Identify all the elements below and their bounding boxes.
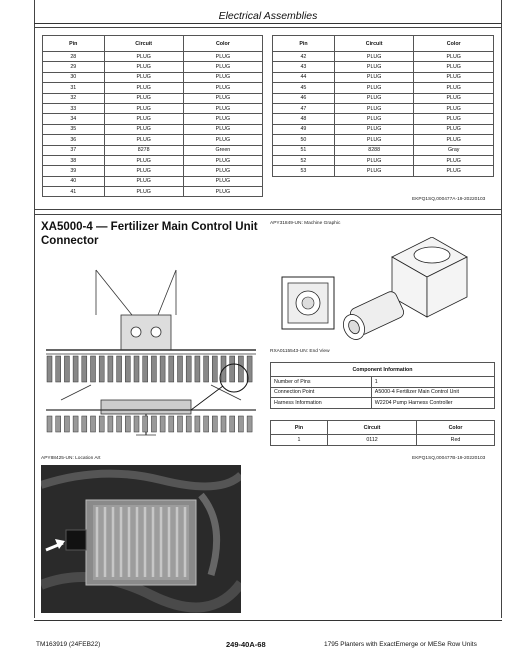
table-cell: 44 bbox=[273, 72, 335, 82]
footer-doc-id: TM163919 (24FEB22) bbox=[36, 641, 101, 648]
table-row bbox=[273, 72, 494, 82]
row-unit-shape bbox=[64, 356, 69, 382]
footer-manual-title: 1795 Planters with ExactEmerge or MESe Row Units bbox=[324, 641, 477, 648]
table-row bbox=[273, 155, 494, 165]
col-circuit-header: Circuit bbox=[104, 36, 183, 52]
row-unit-shape bbox=[238, 356, 243, 382]
table-cell: 35 bbox=[43, 124, 105, 134]
table-row bbox=[43, 145, 263, 155]
table-cell: PLUG bbox=[414, 155, 494, 165]
row-unit-shape bbox=[151, 356, 156, 382]
row-unit-shape bbox=[212, 356, 217, 382]
table-cell: 49 bbox=[273, 124, 335, 134]
table-cell: PLUG bbox=[334, 166, 414, 176]
table-row bbox=[43, 176, 263, 186]
table-cell: PLUG bbox=[414, 166, 494, 176]
row-unit-shape bbox=[247, 416, 252, 432]
table-cell: 48 bbox=[273, 114, 335, 124]
table-cell: 41 bbox=[43, 187, 105, 197]
table-cell: PLUG bbox=[334, 155, 414, 165]
table-cell: W2204 Pump Harness Controller bbox=[371, 398, 494, 409]
row-unit-shape bbox=[178, 416, 183, 432]
table-cell: PLUG bbox=[104, 124, 183, 134]
table-cell: PLUG bbox=[104, 62, 183, 72]
table-cell: PLUG bbox=[334, 114, 414, 124]
table-row bbox=[273, 114, 494, 124]
row-unit-shape bbox=[238, 416, 243, 432]
table-cell: PLUG bbox=[183, 103, 262, 113]
table-cell: PLUG bbox=[183, 135, 262, 145]
photo-illustration bbox=[41, 465, 241, 613]
table-cell: 28 bbox=[43, 52, 105, 62]
table-row bbox=[43, 72, 263, 82]
row-unit-shape bbox=[99, 356, 104, 382]
row-unit-shape bbox=[221, 416, 226, 432]
row-unit-shape bbox=[47, 416, 52, 432]
table-row bbox=[273, 135, 494, 145]
row-unit-shape bbox=[91, 416, 96, 432]
table-cell: PLUG bbox=[414, 124, 494, 134]
table-row bbox=[273, 93, 494, 103]
pin-table-ref: EKPQ1SQ,000477A-19-20220103 bbox=[412, 197, 486, 202]
col-circuit-header: Circuit bbox=[334, 36, 414, 52]
row-unit-shape bbox=[143, 356, 148, 382]
table-cell: 0112 bbox=[328, 435, 417, 446]
table-row bbox=[273, 124, 494, 134]
col-pin-header: Pin bbox=[273, 36, 335, 52]
table-cell: 50 bbox=[273, 135, 335, 145]
section-title: XA5000-4 — Fertilizer Main Control Unit Connector bbox=[41, 221, 258, 247]
row-unit-shape bbox=[204, 356, 209, 382]
row-unit-shape bbox=[160, 356, 165, 382]
row-unit-shape bbox=[178, 356, 183, 382]
table-cell: PLUG bbox=[104, 114, 183, 124]
col-color-header: Color bbox=[183, 36, 262, 52]
row-unit-shape bbox=[204, 416, 209, 432]
table-cell: PLUG bbox=[104, 135, 183, 145]
row-unit-shape bbox=[151, 416, 156, 432]
row-unit-shape bbox=[47, 356, 52, 382]
component-info-title: Component Information bbox=[271, 363, 495, 377]
machine-graphic bbox=[41, 260, 261, 450]
row-unit-shape bbox=[134, 356, 139, 382]
row-unit-shape bbox=[117, 356, 122, 382]
table-cell: PLUG bbox=[183, 166, 262, 176]
table-row bbox=[273, 103, 494, 113]
row-unit-shape bbox=[73, 416, 78, 432]
row-unit-shape bbox=[73, 356, 78, 382]
table-cell: PLUG bbox=[334, 135, 414, 145]
table-cell: Harness Information bbox=[271, 398, 372, 409]
table-cell: PLUG bbox=[183, 62, 262, 72]
row-unit-shape bbox=[195, 356, 200, 382]
row-unit-shape bbox=[108, 416, 113, 432]
row-unit-shape bbox=[195, 416, 200, 432]
footer-rule bbox=[34, 620, 502, 621]
pin-table-left bbox=[42, 35, 263, 197]
table-cell: PLUG bbox=[414, 72, 494, 82]
row-unit-shape bbox=[82, 416, 87, 432]
table-cell: 8278 bbox=[104, 145, 183, 155]
col-color-header: Color bbox=[417, 421, 495, 435]
table-cell: 43 bbox=[273, 62, 335, 72]
row-unit-shape bbox=[64, 416, 69, 432]
table-row bbox=[273, 62, 494, 72]
table-cell: PLUG bbox=[414, 103, 494, 113]
row-unit-shape bbox=[186, 416, 191, 432]
col-pin-header: Pin bbox=[43, 36, 105, 52]
table-cell: PLUG bbox=[414, 83, 494, 93]
table-cell: PLUG bbox=[334, 72, 414, 82]
table-cell: Gray bbox=[414, 145, 494, 155]
table-cell: PLUG bbox=[183, 93, 262, 103]
component-info-table bbox=[270, 362, 495, 409]
row-unit-shape bbox=[169, 416, 174, 432]
table-row bbox=[271, 435, 495, 446]
table-cell: 31 bbox=[43, 83, 105, 93]
table-cell: Connection Point bbox=[271, 387, 372, 398]
table-row bbox=[43, 62, 263, 72]
col-pin-header: Pin bbox=[271, 421, 328, 435]
table-cell: 52 bbox=[273, 155, 335, 165]
table-cell: PLUG bbox=[183, 72, 262, 82]
table-row bbox=[43, 52, 263, 62]
table-cell: 1 bbox=[371, 377, 494, 388]
table-row bbox=[43, 166, 263, 176]
table-cell: PLUG bbox=[183, 187, 262, 197]
table-cell: PLUG bbox=[334, 93, 414, 103]
table-cell: 37 bbox=[43, 145, 105, 155]
table-cell: PLUG bbox=[104, 93, 183, 103]
table-row bbox=[43, 103, 263, 113]
table-cell: 29 bbox=[43, 62, 105, 72]
table-cell: 39 bbox=[43, 166, 105, 176]
connector-illustration bbox=[272, 237, 494, 342]
section-ref: EKPQ1SQ,000477B-19-20220103 bbox=[412, 456, 486, 461]
table-cell: 8288 bbox=[334, 145, 414, 155]
table-cell: 42 bbox=[273, 52, 335, 62]
table-cell: PLUG bbox=[183, 124, 262, 134]
table-row bbox=[271, 387, 495, 398]
end-view-label: RXA0115543-UN: End View bbox=[270, 349, 330, 354]
table-row bbox=[271, 377, 495, 388]
row-unit-shape bbox=[99, 416, 104, 432]
table-cell: 34 bbox=[43, 114, 105, 124]
col-color-header: Color bbox=[414, 36, 494, 52]
table-cell: PLUG bbox=[183, 176, 262, 186]
table-cell: Green bbox=[183, 145, 262, 155]
table-row bbox=[271, 398, 495, 409]
row-unit-shape bbox=[169, 356, 174, 382]
table-cell: PLUG bbox=[104, 83, 183, 93]
table-cell: 53 bbox=[273, 166, 335, 176]
col-circuit-header: Circuit bbox=[328, 421, 417, 435]
location-art-label: APY88425-UN: Location Art bbox=[41, 456, 101, 461]
row-unit-shape bbox=[230, 356, 235, 382]
table-cell: PLUG bbox=[414, 114, 494, 124]
row-unit-shape bbox=[134, 416, 139, 432]
planter-illustration bbox=[41, 260, 261, 450]
table-row bbox=[43, 124, 263, 134]
table-cell: 45 bbox=[273, 83, 335, 93]
location-photo bbox=[41, 465, 241, 613]
page-header-title: Electrical Assemblies bbox=[218, 10, 318, 22]
row-unit-shape bbox=[91, 356, 96, 382]
table-cell: 46 bbox=[273, 93, 335, 103]
table-cell: PLUG bbox=[334, 52, 414, 62]
table-cell: 36 bbox=[43, 135, 105, 145]
table-cell: PLUG bbox=[334, 124, 414, 134]
row-unit-shape bbox=[56, 416, 61, 432]
table-row bbox=[43, 83, 263, 93]
table-cell: PLUG bbox=[414, 135, 494, 145]
table-row bbox=[43, 187, 263, 197]
table-cell: PLUG bbox=[414, 62, 494, 72]
table-cell: 33 bbox=[43, 103, 105, 113]
table-row bbox=[43, 135, 263, 145]
table-cell: Red bbox=[417, 435, 495, 446]
table-cell: PLUG bbox=[334, 103, 414, 113]
table-cell: PLUG bbox=[104, 72, 183, 82]
table-cell: PLUG bbox=[104, 187, 183, 197]
table-cell: PLUG bbox=[104, 103, 183, 113]
row-unit-shape bbox=[230, 416, 235, 432]
row-unit-shape bbox=[108, 356, 113, 382]
table-row bbox=[43, 155, 263, 165]
table-cell: PLUG bbox=[414, 93, 494, 103]
row-unit-shape bbox=[117, 416, 122, 432]
table-cell: 40 bbox=[43, 176, 105, 186]
table-cell: PLUG bbox=[104, 166, 183, 176]
table-cell: PLUG bbox=[414, 52, 494, 62]
table-cell: PLUG bbox=[104, 52, 183, 62]
table-row bbox=[273, 83, 494, 93]
table-row bbox=[43, 93, 263, 103]
row-unit-shape bbox=[125, 416, 130, 432]
machine-graphic-label: APY31849-UN: Machine Graphic bbox=[270, 221, 341, 226]
table-row bbox=[273, 166, 494, 176]
table-cell: 51 bbox=[273, 145, 335, 155]
table-cell: Number of Pins bbox=[271, 377, 372, 388]
row-unit-shape bbox=[82, 356, 87, 382]
row-unit-shape bbox=[143, 416, 148, 432]
table-cell: PLUG bbox=[183, 114, 262, 124]
footer-page-number: 249-40A-68 bbox=[226, 640, 266, 649]
row-unit-shape bbox=[186, 356, 191, 382]
table-cell: PLUG bbox=[183, 52, 262, 62]
table-cell: PLUG bbox=[334, 62, 414, 72]
table-cell: PLUG bbox=[334, 83, 414, 93]
circuit-table bbox=[270, 420, 495, 446]
row-unit-shape bbox=[56, 356, 61, 382]
table-cell: PLUG bbox=[183, 155, 262, 165]
table-cell: PLUG bbox=[183, 83, 262, 93]
row-unit-shape bbox=[212, 416, 217, 432]
table-cell: 47 bbox=[273, 103, 335, 113]
table-cell: 32 bbox=[43, 93, 105, 103]
table-row bbox=[273, 145, 494, 155]
pin-table-right bbox=[272, 35, 494, 177]
table-cell: PLUG bbox=[104, 176, 183, 186]
table-cell: A5000-4 Fertilizer Main Control Unit bbox=[371, 387, 494, 398]
row-unit-shape bbox=[160, 416, 165, 432]
table-row bbox=[273, 52, 494, 62]
table-cell: 30 bbox=[43, 72, 105, 82]
table-cell: 38 bbox=[43, 155, 105, 165]
connector-graphic bbox=[272, 237, 494, 342]
table-cell: 1 bbox=[271, 435, 328, 446]
table-row bbox=[43, 114, 263, 124]
table-cell: PLUG bbox=[104, 155, 183, 165]
row-unit-shape bbox=[125, 356, 130, 382]
header-rule bbox=[34, 23, 502, 24]
